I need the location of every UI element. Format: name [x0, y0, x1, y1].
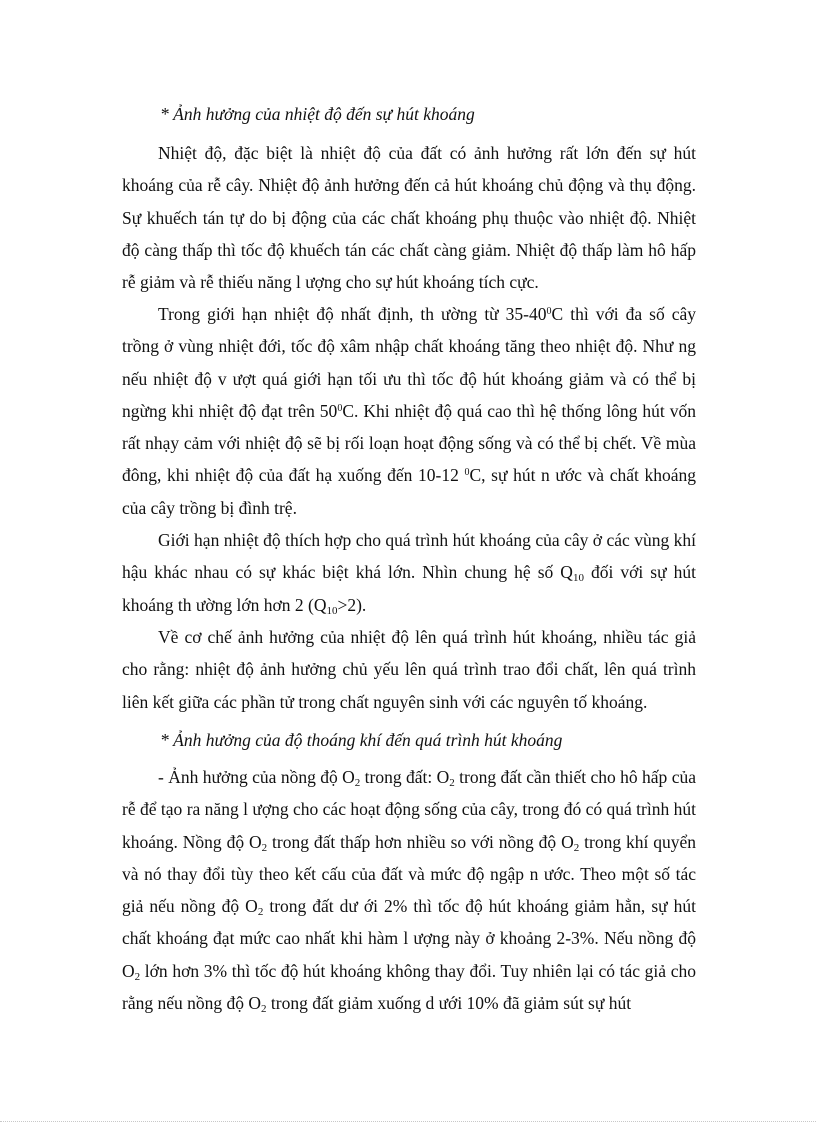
- text-run: trong đất: O: [360, 767, 450, 787]
- text-run: Giới hạn nhiệt độ thích hợp cho quá trình hút khoáng của cây ở các vùng khí hậu khác nhau có sự khác biệt khá lớn. Nhìn chung hệ số Q: [122, 530, 696, 583]
- paragraph-temperature-limits: [122, 298, 696, 524]
- subscript: 2: [354, 777, 361, 789]
- text-run: C thì với đa số cây trồng ở vùng nhiệt đới, tốc độ xâm nhập chất khoáng tăng theo nhiệt độ. Như ng nếu nhiệt độ v ượt quá giới hạn tối ưu thì tốc độ hút khoáng giảm và có thể bị ngừng khi nhiệt độ đạt trên 50: [122, 304, 697, 421]
- text-run: - Ảnh hưởng của nồng độ O: [158, 767, 355, 787]
- text-run: trong đất giảm xuống d ưới 10% đã giảm sút sự hút: [266, 993, 632, 1014]
- paragraph-mechanism: Về cơ chế ảnh hưởng của nhiệt độ lên quá trình hút khoáng, nhiều tác giả cho rằng: nhiệt độ ảnh hưởng chủ yếu lên quá trình trao đổi chất, lên quá trình liên kết giữa các phần tử trong chất nguyên sinh với các nguyên tố khoáng.: [122, 627, 696, 712]
- section-heading-aeration: * Ảnh hưởng của độ thoáng khí đến quá trình hút khoáng: [160, 730, 563, 750]
- superscript: 0: [546, 306, 552, 317]
- text-run: đối với sự hút khoáng th ường lớn hơn 2 (Q: [122, 562, 696, 615]
- superscript: 0: [337, 402, 343, 414]
- subscript: 2: [573, 841, 580, 854]
- text-run: Trong giới hạn nhiệt độ nhất định, th ường từ 35-40: [158, 304, 547, 324]
- paragraph-q10: [122, 524, 696, 621]
- section-heading-temperature: * Ảnh hưởng của nhiệt độ đến sự hút khoáng: [160, 104, 475, 124]
- page-bottom-divider: [0, 1121, 816, 1122]
- subscript: 2: [449, 777, 455, 789]
- text-run: C, sự hút n ước và chất khoáng của cây trồng bị đình trệ.: [122, 465, 696, 518]
- paragraph-temperature-intro: Nhiệt độ, đặc biệt là nhiệt độ của đất có ảnh hưởng rất lớn đến sự hút khoáng của rễ cây. Nhiệt độ ảnh hưởng đến cả hút khoáng chủ động và thụ động. Sự khuếch tán tự do bị động của các chất khoáng phụ thuộc vào nhiệt độ. Nhiệt độ càng thấp thì tốc độ khuếch tán các chất càng giảm. Nhiệt độ thấp làm hô hấp rễ giảm và rễ thiếu năng l ượng cho sự hút khoáng tích cực.: [122, 143, 696, 293]
- text-run: lớn hơn 3% thì tốc độ hút khoáng không thay đổi. Tuy nhiên lại có tác giả cho rằng nếu nồng độ O: [122, 960, 696, 1014]
- paragraph-oxygen: [122, 761, 696, 1019]
- text-run: trong khí quyển và nó thay đổi tùy theo kết cấu của đất và mức độ ngập n ước. Theo một số tác giả nếu nồng độ O: [122, 831, 696, 917]
- superscript: 0: [464, 467, 470, 479]
- text-run: C. Khi nhiệt độ quá cao thì hệ thống lông hút vốn rất nhạy cảm với nhiệt độ sẽ bị rối loạn hoạt động sống và có thể bị chết. Về mùa đông, khi nhiệt độ của đất hạ xuống đến 10-12: [122, 400, 696, 486]
- subscript: 2: [261, 1003, 267, 1016]
- text-run: trong đất cần thiết cho hô hấp của rễ để tạo ra năng l ượng cho các hoạt động sống của cây, trong đó có quá trình hút khoáng. Nồng độ O: [122, 767, 696, 852]
- text-run: trong đất dư ới 2% thì tốc độ hút khoáng giảm hẳn, sự hút chất khoáng đạt mức cao nhất khi hàm l ượng này ở khoảng 2-3%. Nếu nồng độ O: [122, 896, 696, 981]
- subscript: 10: [572, 572, 584, 585]
- subscript: 2: [257, 906, 264, 919]
- subscript: 2: [261, 841, 268, 854]
- subscript: 2: [134, 970, 141, 983]
- text-run: trong đất thấp hơn nhiều so với nồng độ O: [267, 831, 574, 852]
- subscript: 10: [326, 604, 338, 617]
- text-run: >2).: [337, 594, 367, 615]
